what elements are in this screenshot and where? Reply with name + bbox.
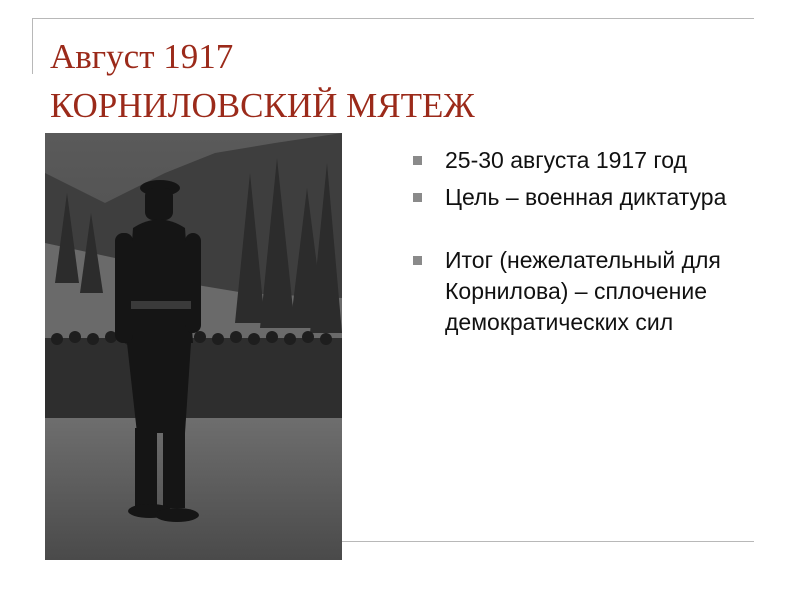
square-bullet-icon	[413, 256, 422, 265]
title-line-date: Август 1917	[50, 37, 234, 76]
top-rule-line	[32, 18, 754, 19]
bullet-text: Итог (нежелательный для Корнилова) – сплочение демократических сил	[445, 247, 721, 335]
square-bullet-icon	[413, 156, 422, 165]
bullet-text: Цель – военная диктатура	[445, 184, 727, 210]
photo-illustration	[45, 133, 342, 560]
historical-photo	[45, 133, 342, 560]
slide-title	[50, 32, 750, 130]
bullet-item-dates	[412, 145, 752, 176]
bullet-list	[412, 145, 752, 344]
bullet-item-outcome	[412, 245, 752, 338]
bullet-item-goal	[412, 182, 752, 213]
left-rule-line	[32, 18, 33, 74]
title-line-event: КОРНИЛОВСКИЙ МЯТЕЖ	[50, 86, 475, 125]
square-bullet-icon	[413, 193, 422, 202]
bullet-text: 25-30 августа 1917 год	[445, 147, 687, 173]
